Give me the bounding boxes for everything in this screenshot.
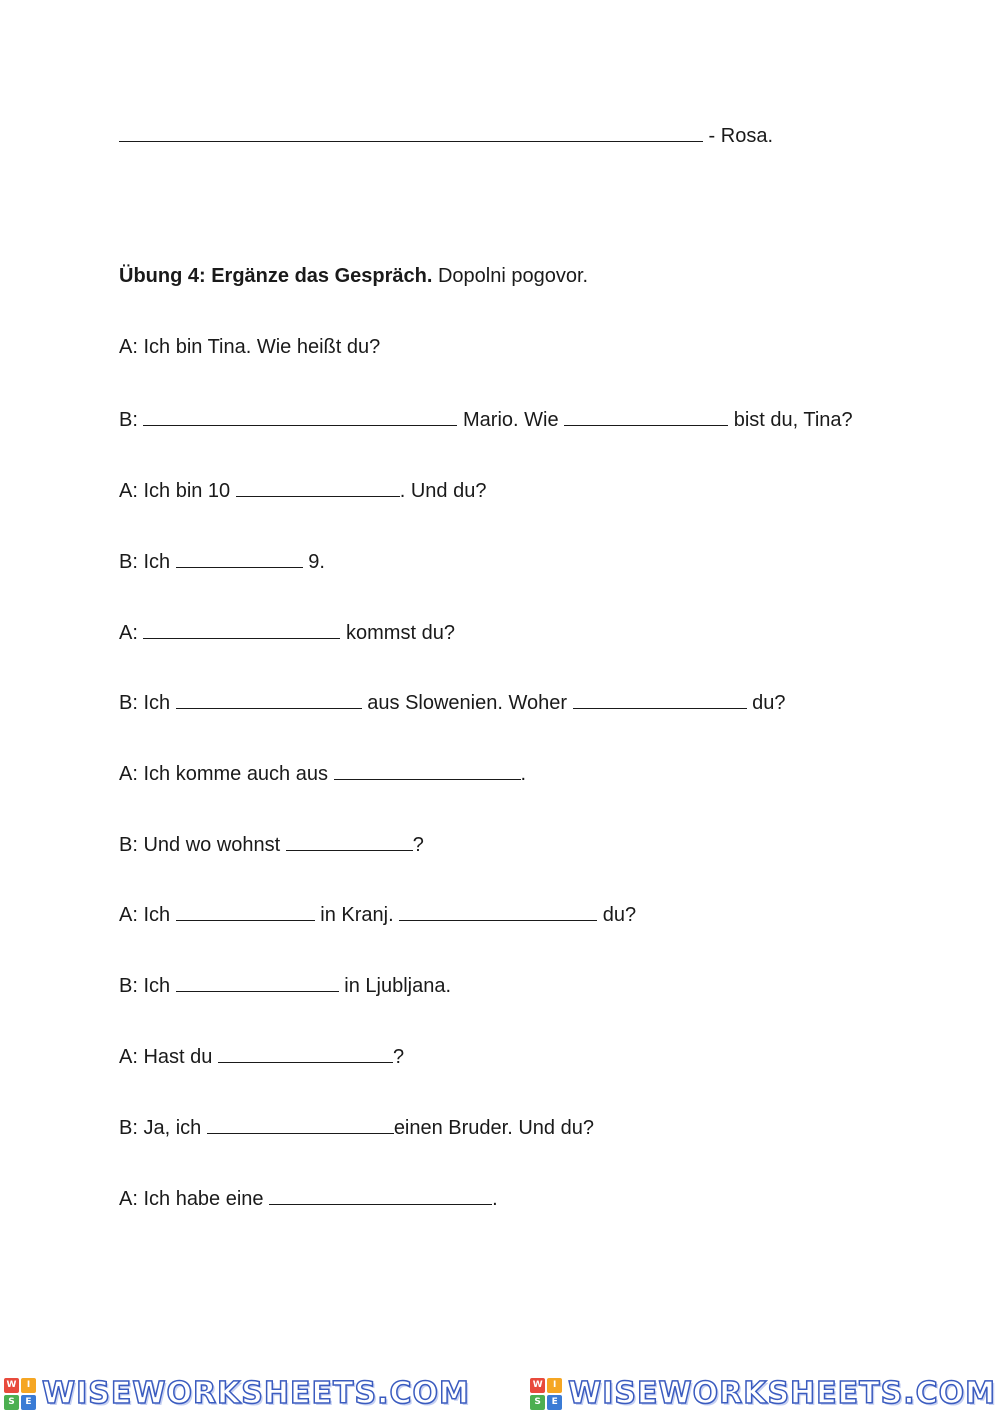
dialogue-line-3 — [119, 476, 486, 504]
dialogue-line-12 — [119, 1113, 594, 1141]
line-text: B: Ich — [119, 975, 176, 997]
line-text: A: — [119, 622, 144, 644]
line-text: aus Slowenien. Woher — [361, 692, 573, 714]
dialogue-line-2 — [119, 405, 853, 433]
line-text: du? — [597, 904, 637, 926]
logo-letter: W — [4, 1378, 19, 1393]
line-text: ? — [392, 1046, 405, 1068]
logo-letter: E — [21, 1395, 36, 1410]
footer-watermark — [0, 1374, 1000, 1413]
line-text: . — [520, 763, 527, 785]
watermark-group — [530, 1376, 996, 1411]
dialogue-line-5 — [119, 618, 455, 646]
logo-letter: I — [21, 1378, 36, 1393]
line-text: A: Hast du — [119, 1046, 218, 1068]
line-text: B: Ja, ich — [119, 1117, 207, 1139]
logo-letter: I — [547, 1378, 562, 1393]
line-text: . — [492, 1188, 498, 1210]
line-text: B: Und wo wohnst — [119, 834, 286, 856]
dialogue-line-7 — [119, 759, 526, 787]
dialogue-line-10 — [119, 971, 451, 999]
line-text: einen Bruder. Und du? — [393, 1117, 594, 1139]
watermark-group — [4, 1376, 470, 1411]
line-text: B: Ich — [119, 551, 176, 573]
blank-field[interactable] — [218, 1042, 393, 1063]
blank-field[interactable] — [119, 121, 703, 142]
line-text: A: Ich komme auch aus — [119, 763, 334, 785]
line-text: du? — [746, 692, 786, 714]
wise-logo-icon — [4, 1378, 36, 1410]
dialogue-line-4 — [119, 547, 325, 575]
line-text: A: Ich habe eine — [119, 1188, 270, 1210]
logo-letter: E — [547, 1395, 562, 1410]
dialogue-line-1 — [119, 334, 380, 360]
line-text: 9. — [302, 551, 325, 573]
exercise-title-bold: Übung 4: Ergänze das Gespräch. — [119, 265, 433, 287]
blank-field[interactable] — [399, 900, 597, 921]
blank-field[interactable] — [286, 830, 413, 851]
line-text: in Ljubljana. — [338, 975, 452, 997]
line-text: - Rosa. — [703, 125, 774, 147]
dialogue-line-6 — [119, 688, 786, 716]
logo-letter: W — [530, 1378, 545, 1393]
blank-field[interactable] — [176, 547, 303, 568]
line-text: A: Ich — [119, 904, 176, 926]
blank-field[interactable] — [143, 618, 340, 639]
answer-line-rosa — [119, 121, 773, 149]
line-text: B: — [119, 409, 144, 431]
watermark-text: WISEWORKSHEETS.COM — [42, 1376, 470, 1411]
line-text: A: Ich bin Tina. Wie heißt du? — [119, 336, 381, 358]
blank-field[interactable] — [207, 1113, 394, 1134]
blank-field[interactable] — [236, 476, 400, 497]
line-text: ? — [412, 834, 424, 856]
dialogue-line-9 — [119, 900, 636, 928]
line-text: bist du, Tina? — [728, 409, 853, 431]
line-text: Mario. Wie — [457, 409, 565, 431]
blank-field[interactable] — [564, 405, 728, 426]
dialogue-line-8 — [119, 830, 424, 858]
line-text: A: Ich bin 10 — [119, 480, 236, 502]
blank-field[interactable] — [334, 759, 521, 780]
wise-logo-icon — [530, 1378, 562, 1410]
dialogue-line-13 — [119, 1184, 498, 1212]
line-text: B: Ich — [119, 692, 176, 714]
blank-field[interactable] — [269, 1184, 492, 1205]
exercise-title — [119, 263, 588, 289]
logo-letter: S — [4, 1395, 19, 1410]
dialogue-line-11 — [119, 1042, 404, 1070]
blank-field[interactable] — [143, 405, 457, 426]
logo-letter: S — [530, 1395, 545, 1410]
line-text: . Und du? — [399, 480, 487, 502]
blank-field[interactable] — [573, 688, 747, 709]
watermark-text: WISEWORKSHEETS.COM — [568, 1376, 996, 1411]
line-text: kommst du? — [340, 622, 455, 644]
blank-field[interactable] — [176, 900, 315, 921]
blank-field[interactable] — [176, 688, 362, 709]
line-text: in Kranj. — [314, 904, 400, 926]
blank-field[interactable] — [176, 971, 339, 992]
exercise-title-translation: Dopolni pogovor. — [432, 265, 589, 287]
